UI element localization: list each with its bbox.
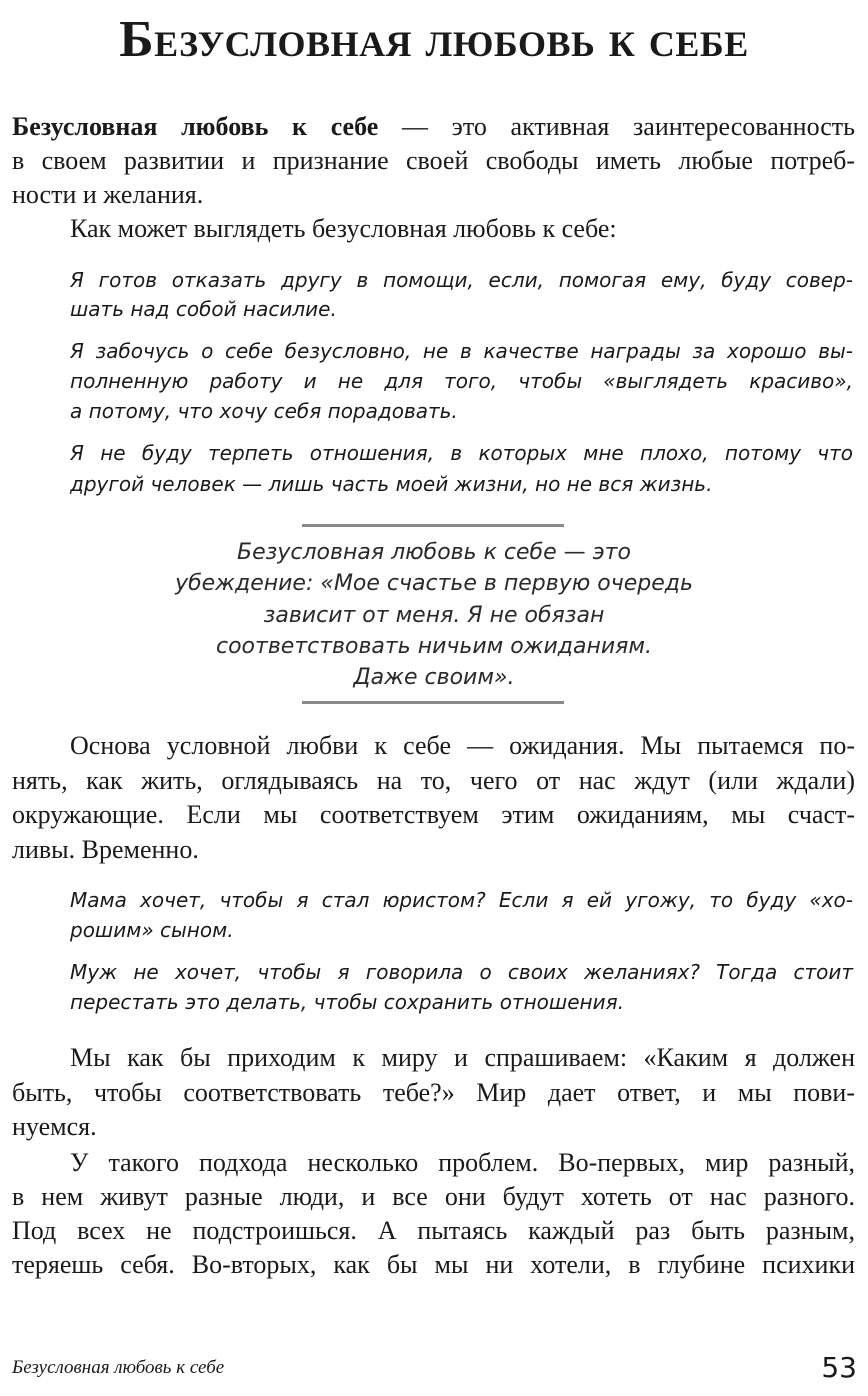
- pullquote-line: зависит от меня. Я не обязан: [263, 603, 605, 628]
- pullquote-line: Безусловная любовь к себе — это: [237, 540, 631, 565]
- example-line: Муж не хочет, чтобы я говорила о своих желаниях? Тогда стоит: [70, 960, 853, 984]
- intro-term: Безусловная любовь к себе: [12, 112, 379, 141]
- body-line: быть, чтобы соответствовать тебе?» Мир дает ответ, и мы пови-: [12, 1078, 855, 1107]
- example-line: другой человек — лишь часть моей жизни, но не вся жизнь.: [70, 472, 713, 496]
- example-line: Мама хочет, чтобы я стал юристом? Если я ей угожу, то буду «хо-: [70, 888, 853, 912]
- intro-line-1: [12, 112, 855, 142]
- example-line: шать над собой насилие.: [70, 297, 337, 321]
- page-number: 53: [821, 1351, 857, 1384]
- example-line: а потому, что хочу себя порадовать.: [70, 399, 458, 423]
- intro-line-2: в своем развитии и признание своей свободы иметь любые потреб-: [12, 146, 855, 175]
- pullquote-line: соответствовать ничьим ожиданиям.: [215, 634, 652, 659]
- intro-line-3: ности и желания.: [12, 180, 204, 209]
- example-line: рошим» сыном.: [70, 918, 234, 942]
- example-line: полненную работу и не для того, чтобы «выглядеть красиво»,: [70, 369, 853, 393]
- example-line: Я забочусь о себе безусловно, не в качестве награды за хорошо вы-: [70, 339, 853, 363]
- body-line: нять, как жить, оглядываясь на то, чего от нас ждут (или ждали): [12, 766, 855, 795]
- running-footer-title: Безусловная любовь к себе: [12, 1357, 225, 1378]
- body-line: теряешь себя. Во-вторых, как бы мы ни хотели, в глубине психики: [12, 1250, 855, 1279]
- example-line: Я не буду терпеть отношения, в которых мне плохо, потому что: [70, 441, 853, 465]
- body-line: Мы как бы приходим к миру и спрашиваем: «Каким я должен: [70, 1043, 855, 1072]
- body-line: окружающие. Если мы соответствуем этим ожиданиям, мы счаст-: [12, 800, 855, 829]
- example-line: перестать это делать, чтобы сохранить отношения.: [70, 990, 624, 1014]
- pullquote-line: убеждение: «Мое счастье в первую очередь: [175, 571, 693, 596]
- body-line: в нем живут разные люди, и все они будут хотеть от нас разного.: [12, 1182, 855, 1211]
- pullquote-top-rule: [302, 524, 564, 527]
- body-line: У такого подхода несколько проблем. Во-первых, мир разный,: [70, 1148, 855, 1177]
- example-line: Я готов отказать другу в помощи, если, помогая ему, буду совер-: [70, 268, 853, 292]
- intro-line-1-rest: — это активная заинтересованность: [378, 112, 855, 141]
- how-it-looks-line: Как может выглядеть безусловная любовь к себе:: [70, 214, 617, 243]
- page-title: Безусловная любовь к себе: [119, 11, 749, 68]
- body-line: Основа условной любви к себе — ожидания. Мы пытаемся по-: [70, 731, 855, 760]
- body-line: нуемся.: [12, 1112, 97, 1141]
- body-line: Под всех не подстроишься. А пытаясь каждый раз быть разным,: [12, 1216, 855, 1245]
- body-line: ливы. Временно.: [12, 835, 199, 864]
- pullquote-bottom-rule: [302, 701, 564, 704]
- pullquote-line: Даже своим».: [353, 665, 515, 690]
